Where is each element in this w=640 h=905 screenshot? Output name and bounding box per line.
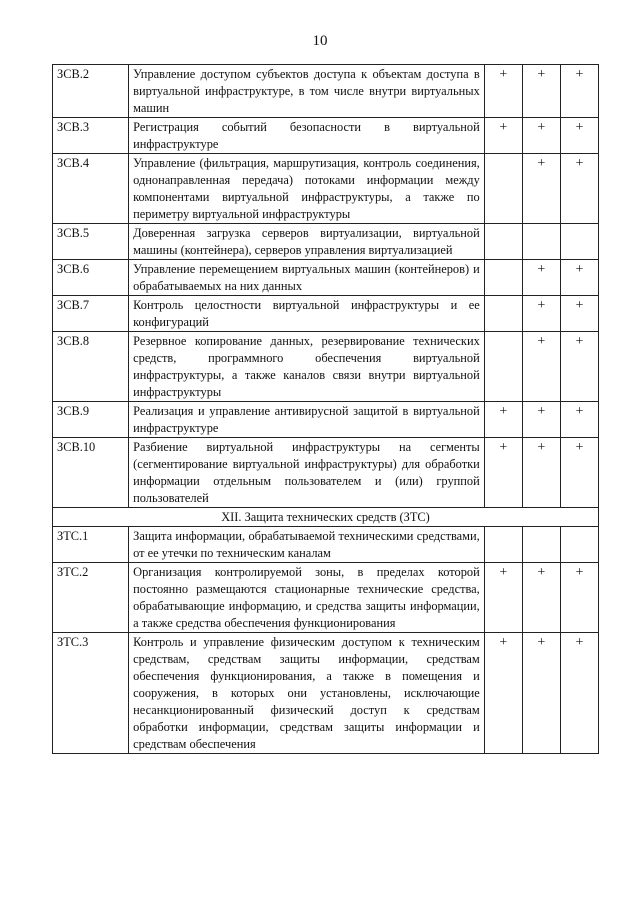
level-2-mark: [522, 527, 560, 563]
level-3-mark: +: [560, 154, 598, 224]
measure-description: Резервное копирование данных, резервирование технических средств, программного обеспечения виртуальной инфраструктуры, а также каналов связи внутри виртуальной инфраструктуры: [129, 332, 485, 402]
measure-code: ЗСВ.9: [53, 402, 129, 438]
level-3-mark: +: [560, 332, 598, 402]
level-3-mark: [560, 527, 598, 563]
measure-code: ЗСВ.6: [53, 260, 129, 296]
table-row: [53, 118, 599, 154]
requirements-table: [52, 64, 599, 754]
measure-description: Доверенная загрузка серверов виртуализации, виртуальной машины (контейнера), серверов управления виртуализацией: [129, 224, 485, 260]
level-3-mark: +: [560, 260, 598, 296]
level-2-mark: +: [522, 332, 560, 402]
level-3-mark: +: [560, 563, 598, 633]
table-row: [53, 563, 599, 633]
table-row: [53, 154, 599, 224]
table-row: [53, 224, 599, 260]
level-3-mark: +: [560, 402, 598, 438]
section-header-row: [53, 508, 599, 527]
level-2-mark: +: [522, 118, 560, 154]
measure-description: Организация контролируемой зоны, в пределах которой постоянно размещаются стационарные технические средства, обрабатывающие информацию, и средства защиты информации, а также средства обеспечения функционирования: [129, 563, 485, 633]
level-1-mark: +: [484, 438, 522, 508]
level-1-mark: [484, 332, 522, 402]
level-2-mark: +: [522, 402, 560, 438]
level-3-mark: +: [560, 118, 598, 154]
level-2-mark: [522, 224, 560, 260]
level-1-mark: +: [484, 402, 522, 438]
level-1-mark: +: [484, 563, 522, 633]
measure-description: Реализация и управление антивирусной защитой в виртуальной инфраструктуре: [129, 402, 485, 438]
measure-code: ЗСВ.3: [53, 118, 129, 154]
table-row: [53, 260, 599, 296]
measure-code: ЗСВ.8: [53, 332, 129, 402]
level-2-mark: +: [522, 260, 560, 296]
level-2-mark: +: [522, 438, 560, 508]
table-row: [53, 332, 599, 402]
level-3-mark: +: [560, 633, 598, 754]
level-2-mark: +: [522, 563, 560, 633]
measure-code: ЗТС.3: [53, 633, 129, 754]
requirements-table-body: [53, 65, 599, 754]
level-1-mark: +: [484, 118, 522, 154]
page-number: 10: [312, 33, 328, 49]
level-3-mark: +: [560, 296, 598, 332]
measure-description: Управление (фильтрация, маршрутизация, контроль соединения, однонаправленная передача) потоками информации между компонентами виртуальной инфраструктуры, а также по периметру виртуальной инфраструктуры: [129, 154, 485, 224]
measure-code: ЗТС.2: [53, 563, 129, 633]
level-2-mark: +: [522, 154, 560, 224]
table-row: [53, 438, 599, 508]
table-row: [53, 402, 599, 438]
level-1-mark: [484, 154, 522, 224]
measure-code: ЗСВ.10: [53, 438, 129, 508]
level-2-mark: +: [522, 633, 560, 754]
measure-code: ЗСВ.7: [53, 296, 129, 332]
table-row: [53, 296, 599, 332]
measure-description: Управление доступом субъектов доступа к объектам доступа в виртуальной инфраструктуре, в том числе внутри виртуальных машин: [129, 65, 485, 118]
level-1-mark: [484, 527, 522, 563]
measure-description: Контроль и управление физическим доступом к техническим средствам, средствам защиты информации, средствам обеспечения функционирования, а также в помещения и сооружения, в которых они установлены, исключающие несанкционированный физический доступ к средствам обработки информации, средствам защиты информации и средствам обеспечения: [129, 633, 485, 754]
section-title: XII. Защита технических средств (ЗТС): [53, 508, 599, 527]
level-1-mark: [484, 224, 522, 260]
table-row: [53, 527, 599, 563]
level-1-mark: [484, 260, 522, 296]
measure-description: Управление перемещением виртуальных машин (контейнеров) и обрабатываемых на них данных: [129, 260, 485, 296]
measure-description: Разбиение виртуальной инфраструктуры на сегменты (сегментирование виртуальной инфраструктуры) для обработки информации отдельным пользователем и (или) группой пользователей: [129, 438, 485, 508]
table-row: [53, 65, 599, 118]
level-2-mark: +: [522, 296, 560, 332]
level-1-mark: +: [484, 633, 522, 754]
measure-code: ЗТС.1: [53, 527, 129, 563]
measure-code: ЗСВ.2: [53, 65, 129, 118]
level-2-mark: +: [522, 65, 560, 118]
measure-description: Регистрация событий безопасности в виртуальной инфраструктуре: [129, 118, 485, 154]
level-1-mark: [484, 296, 522, 332]
measure-description: Контроль целостности виртуальной инфраструктуры и ее конфигураций: [129, 296, 485, 332]
level-3-mark: +: [560, 65, 598, 118]
measure-code: ЗСВ.5: [53, 224, 129, 260]
table-row: [53, 633, 599, 754]
measure-description: Защита информации, обрабатываемой техническими средствами, от ее утечки по техническим каналам: [129, 527, 485, 563]
level-1-mark: +: [484, 65, 522, 118]
level-3-mark: [560, 224, 598, 260]
level-3-mark: +: [560, 438, 598, 508]
measure-code: ЗСВ.4: [53, 154, 129, 224]
